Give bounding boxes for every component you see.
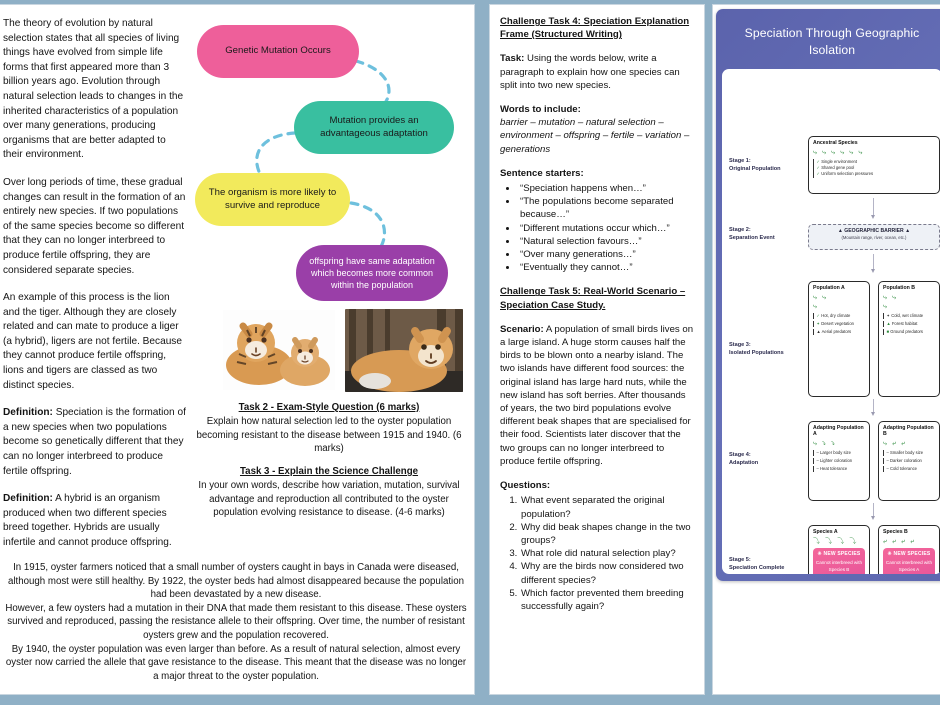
list-item: • “Different mutations occur which…” (518, 222, 695, 235)
definition-speciation (3, 406, 187, 479)
flow-line-4 (873, 503, 874, 517)
flow-arrow-2 (871, 269, 875, 273)
sentence-starters-heading: Sentence starters: (500, 167, 584, 179)
tree-icon: ▲ (886, 320, 891, 326)
list-item: • “Speciation happens when…” (518, 182, 695, 195)
list-item: 4. Why are the birds now considered two different species? (520, 560, 695, 586)
species-a-title: Species A (813, 529, 838, 535)
stage-3-label (729, 341, 784, 358)
sentence-starters-list (518, 182, 695, 274)
species-b-note: Cannot interbreed with Species A (885, 560, 933, 572)
population-a-feature-1: ✓ Hot, dry climate (813, 313, 865, 319)
definition-speciation-label: Definition: (3, 407, 53, 419)
definition-hybrid-text: A hybrid is an organism produced when two different species breed together. Hybrids are usually infertile and cannot produce offspring. (3, 493, 172, 548)
adapting-b-title: Adapting Population B (883, 425, 934, 437)
node-population-a (808, 281, 870, 397)
flow-bubble-advantageous-adaptation (294, 101, 454, 154)
list-item: 3. What role did natural selection play? (520, 547, 695, 560)
check-icon: ✓ (816, 312, 821, 318)
population-b-feature-2: ▲ Forest habitat (883, 321, 935, 327)
adapting-b-feature-2: – Darker coloration (883, 458, 935, 464)
stage-2-label (729, 226, 775, 243)
task-2-title: Task 2 - Exam-Style Question (6 marks) (238, 402, 420, 413)
check-icon: ✓ (816, 158, 821, 164)
population-a-feature-2: ✦ Desert vegetation (813, 321, 865, 327)
flow-bubble-2-label: Mutation provides an advantageous adaptation (320, 114, 428, 139)
list-item: • “Eventually they cannot…” (518, 261, 695, 274)
list-item: 5. Which factor prevented them breeding successfully again? (520, 587, 695, 613)
words-to-include-list: barrier – mutation – natural selection – environment – offspring – fertile – variation – generations (500, 117, 690, 155)
speciation-diagram-card (716, 9, 940, 581)
flow-bubble-1-label: Genetic Mutation Occurs (225, 45, 331, 57)
adapting-a-title: Adapting Population A (813, 425, 864, 437)
task-4-body: Using the words below, write a paragraph to explain how one species can split into two new species. (500, 53, 680, 91)
list-item: • “Over many generations…” (518, 248, 695, 261)
list-item: 2. Why did beak shapes change in the two groups? (520, 521, 695, 547)
definition-hybrid (3, 492, 187, 550)
species-b-title: Species B (883, 529, 908, 535)
species-a-new-badge (813, 548, 865, 574)
population-a-title: Population A (813, 285, 845, 291)
bird-icon-row: ⤷ ⤵ ⤵ (813, 440, 837, 447)
flow-bubble-survive-reproduce (195, 173, 350, 226)
species-a-note: Cannot interbreed with Species B (815, 560, 863, 572)
left-text-column (3, 17, 187, 564)
plant-icon: ✦ (816, 320, 821, 326)
stage-4-label (729, 451, 758, 468)
stage-5-label (729, 556, 784, 573)
task-3-body: In your own words, describe how variation, mutation, survival advantage and reproduction all contributed to the oyster population evolving resistance to disease. (4-6 marks) (198, 480, 460, 519)
flow-bubble-offspring-adaptation (296, 245, 448, 301)
flow-arrow-3 (871, 412, 875, 416)
flow-arrow-1 (871, 215, 875, 219)
check-icon: ✓ (816, 171, 821, 177)
task-2-body: Explain how natural selection led to the oyster population becoming resistant to the disease between 1915 and 1940. (6 marks) (196, 416, 462, 455)
list-item: 1. What event separated the original population? (520, 494, 695, 520)
tiger-and-cub-photo (223, 310, 335, 390)
flow-bubble-3-label: The organism is more likely to survive and reproduce (208, 186, 337, 211)
paragraph-lion-tiger: An example of this process is the lion and the tiger. Although they are closely related and can mate to produce a liger (a hybrid), ligers are not fertile. Because they cannot produce fertile offspring, lions and tigers are classed as two distinct species. (3, 292, 182, 391)
animal-photo-group (223, 307, 463, 395)
flow-bubble-mutation-occurs (197, 25, 359, 78)
stage-2-number: Stage 2: (729, 227, 751, 233)
oyster-paragraph-2: However, a few oysters had a mutation in their DNA that made them resistant to this disease. These oysters survived and reproduced, passing the resistance allele to their offspring. Over time, the number of resistant oysters grew and the population recovered. (5, 602, 467, 641)
challenge-task-4-title: Challenge Task 4: Speciation Explanation Frame (Structured Writing) (500, 16, 690, 41)
definition-hybrid-label: Definition: (3, 493, 53, 505)
task-2-block (191, 401, 467, 456)
paragraph-evolution-theory: The theory of evolution by natural selection states that all species of living things have evolved from simple life forms that first appeared more than 3 billion years ago. Evolution through natural selection leads to changes in the inherited characteristics of a population over many generations, producing organisms that are better adapted to their environment. (3, 18, 184, 161)
adapting-b-feature-3: – Cold tolerance (883, 466, 935, 472)
page-left-revision-sheet (0, 4, 475, 695)
page-middle-challenge-tasks (489, 4, 705, 695)
challenge-task-5-title: Challenge Task 5: Real-World Scenario – Speciation Case Study. (500, 286, 686, 311)
paragraph-new-species: Over long periods of time, these gradual changes can result in the formation of an entirely new species. If two populations of the same species become so different that they can no longer interbreed to produce fertile offspring, they are considered separate species. (3, 176, 186, 276)
bird-icon-row: ⤵ ⤵ ⤵ ⤵ (813, 538, 859, 545)
page-right-diagram-sheet (712, 4, 940, 695)
population-b-title: Population B (883, 285, 915, 291)
task-4-label: Task: (500, 53, 525, 65)
ground-predator-icon: ■ (886, 328, 890, 334)
oyster-paragraph-3: By 1940, the oyster population was even larger than before. As a result of natural selection, almost every oyster now carried the allele that gave resistance to the disease. This meant that the disease was no longer a major threat to the oyster population. (5, 643, 467, 682)
list-item: • “Natural selection favours…” (518, 235, 695, 248)
bird-icon-row: ⤷ ⤷ ⤷ ⤷ ⤷ ⤷ (813, 149, 864, 156)
ancestral-features (813, 159, 935, 178)
ancestral-species-title: Ancestral Species (813, 140, 858, 146)
new-species-badge-label: ✳ NEW SPECIES (887, 551, 931, 557)
task-3-title: Task 3 - Explain the Science Challenge (239, 466, 419, 477)
bird-icon-row: ⤶ ⤶ ⤶ ⤶ (883, 538, 916, 545)
check-icon: ✓ (816, 165, 821, 170)
stage-3-number: Stage 3: (729, 342, 751, 348)
flow-line-3 (873, 399, 874, 413)
barrier-title: ▲ GEOGRAPHIC BARRIER ▲ (837, 228, 911, 234)
ancestral-feature-2: Shared gene pool (821, 165, 855, 170)
words-to-include-heading: Words to include: (500, 104, 581, 116)
bird-icon-row: ⤷ ⤷ ⤷ (813, 294, 828, 310)
task-4-instruction (500, 52, 695, 92)
scenario-label: Scenario: (500, 323, 544, 335)
list-item: • “The populations become separated because…” (518, 195, 695, 221)
stage-5-name: Speciation Complete (729, 565, 785, 572)
node-adapting-population-b (878, 421, 940, 501)
definition-speciation-text: Speciation is the formation of a new species when two populations become so genetically different that they can no longer interbreed to produce fertile offspring. (3, 407, 186, 477)
flow-arrow-4 (871, 516, 875, 520)
population-b-feature-1: ✦ Cold, wet climate (883, 313, 935, 319)
adapting-a-feature-1: – Larger body size (813, 450, 865, 456)
stage-1-label (729, 157, 781, 174)
questions-heading: Questions: (500, 480, 551, 492)
population-a-feature-3: ▲ Aerial predators (813, 329, 865, 335)
flow-diagram-column (191, 13, 467, 558)
questions-list (520, 494, 695, 613)
new-species-badge-label: ✳ NEW SPECIES (817, 551, 861, 557)
bird-predator-icon: ▲ (816, 328, 821, 334)
stage-2-name: Separation Event (729, 235, 775, 242)
node-population-b (878, 281, 940, 397)
stage-3-name: Isolated Populations (729, 350, 784, 357)
stage-1-name: Original Population (729, 166, 781, 173)
node-adapting-population-a (808, 421, 870, 501)
scenario-text (500, 323, 695, 468)
node-species-b (878, 525, 940, 574)
oyster-case-study (5, 561, 467, 683)
flow-line-1 (873, 198, 874, 216)
node-species-a (808, 525, 870, 574)
task-3-block (191, 465, 467, 520)
ancestral-feature-1: Single environment (821, 158, 858, 164)
bird-icon-row: ⤷ ⤷ ⤷ (883, 294, 898, 310)
oyster-paragraph-1: In 1915, oyster farmers noticed that a small number of oysters caught in bays in Canada were diseased, although most were still healthy. By 1922, the oyster beds had almost disappeared because the population had been devastated by a new disease. (8, 562, 464, 601)
adapting-a-feature-2: – Lighter coloration (813, 458, 865, 464)
ancestral-feature-3: Uniform selection pressures (821, 171, 874, 177)
adapting-a-feature-3: – Heat tolerance (813, 466, 865, 472)
diagram-title: Speciation Through Geographic Isolation (744, 26, 920, 57)
node-ancestral-species (808, 136, 940, 194)
population-b-feature-3: ■ Ground predators (883, 329, 935, 335)
stage-4-number: Stage 4: (729, 452, 751, 458)
species-b-new-badge (883, 548, 935, 574)
liger-photo (345, 309, 463, 392)
bird-icon-row: ⤷ ⤶ ⤶ (883, 440, 907, 447)
node-geographic-barrier (808, 224, 940, 250)
stage-5-number: Stage 5: (729, 557, 751, 563)
adapting-b-feature-1: – Smaller body size (883, 450, 935, 456)
barrier-subtitle: (Mountain range, river, ocean, etc.) (841, 235, 907, 240)
stage-4-name: Adaptation (729, 460, 759, 467)
stage-1-number: Stage 1: (729, 158, 751, 164)
flow-line-2 (873, 254, 874, 270)
scenario-body: A population of small birds lives on a large island. A huge storm causes half the birds to be blown onto a nearby island. The two islands have different food sources: the original island has large hard nuts, while the new island has soft berries. After thousands of years, the two bird populations evolve different beak shapes that are specialised for their food. Scientists later discover that the two groups can no longer interbreed to produce fertile offspring. (500, 323, 694, 467)
diagram-body (722, 69, 940, 574)
snow-icon: ✦ (886, 312, 891, 318)
flow-bubble-4-label: offspring have same adaptation which becomes more common within the population (309, 256, 435, 290)
